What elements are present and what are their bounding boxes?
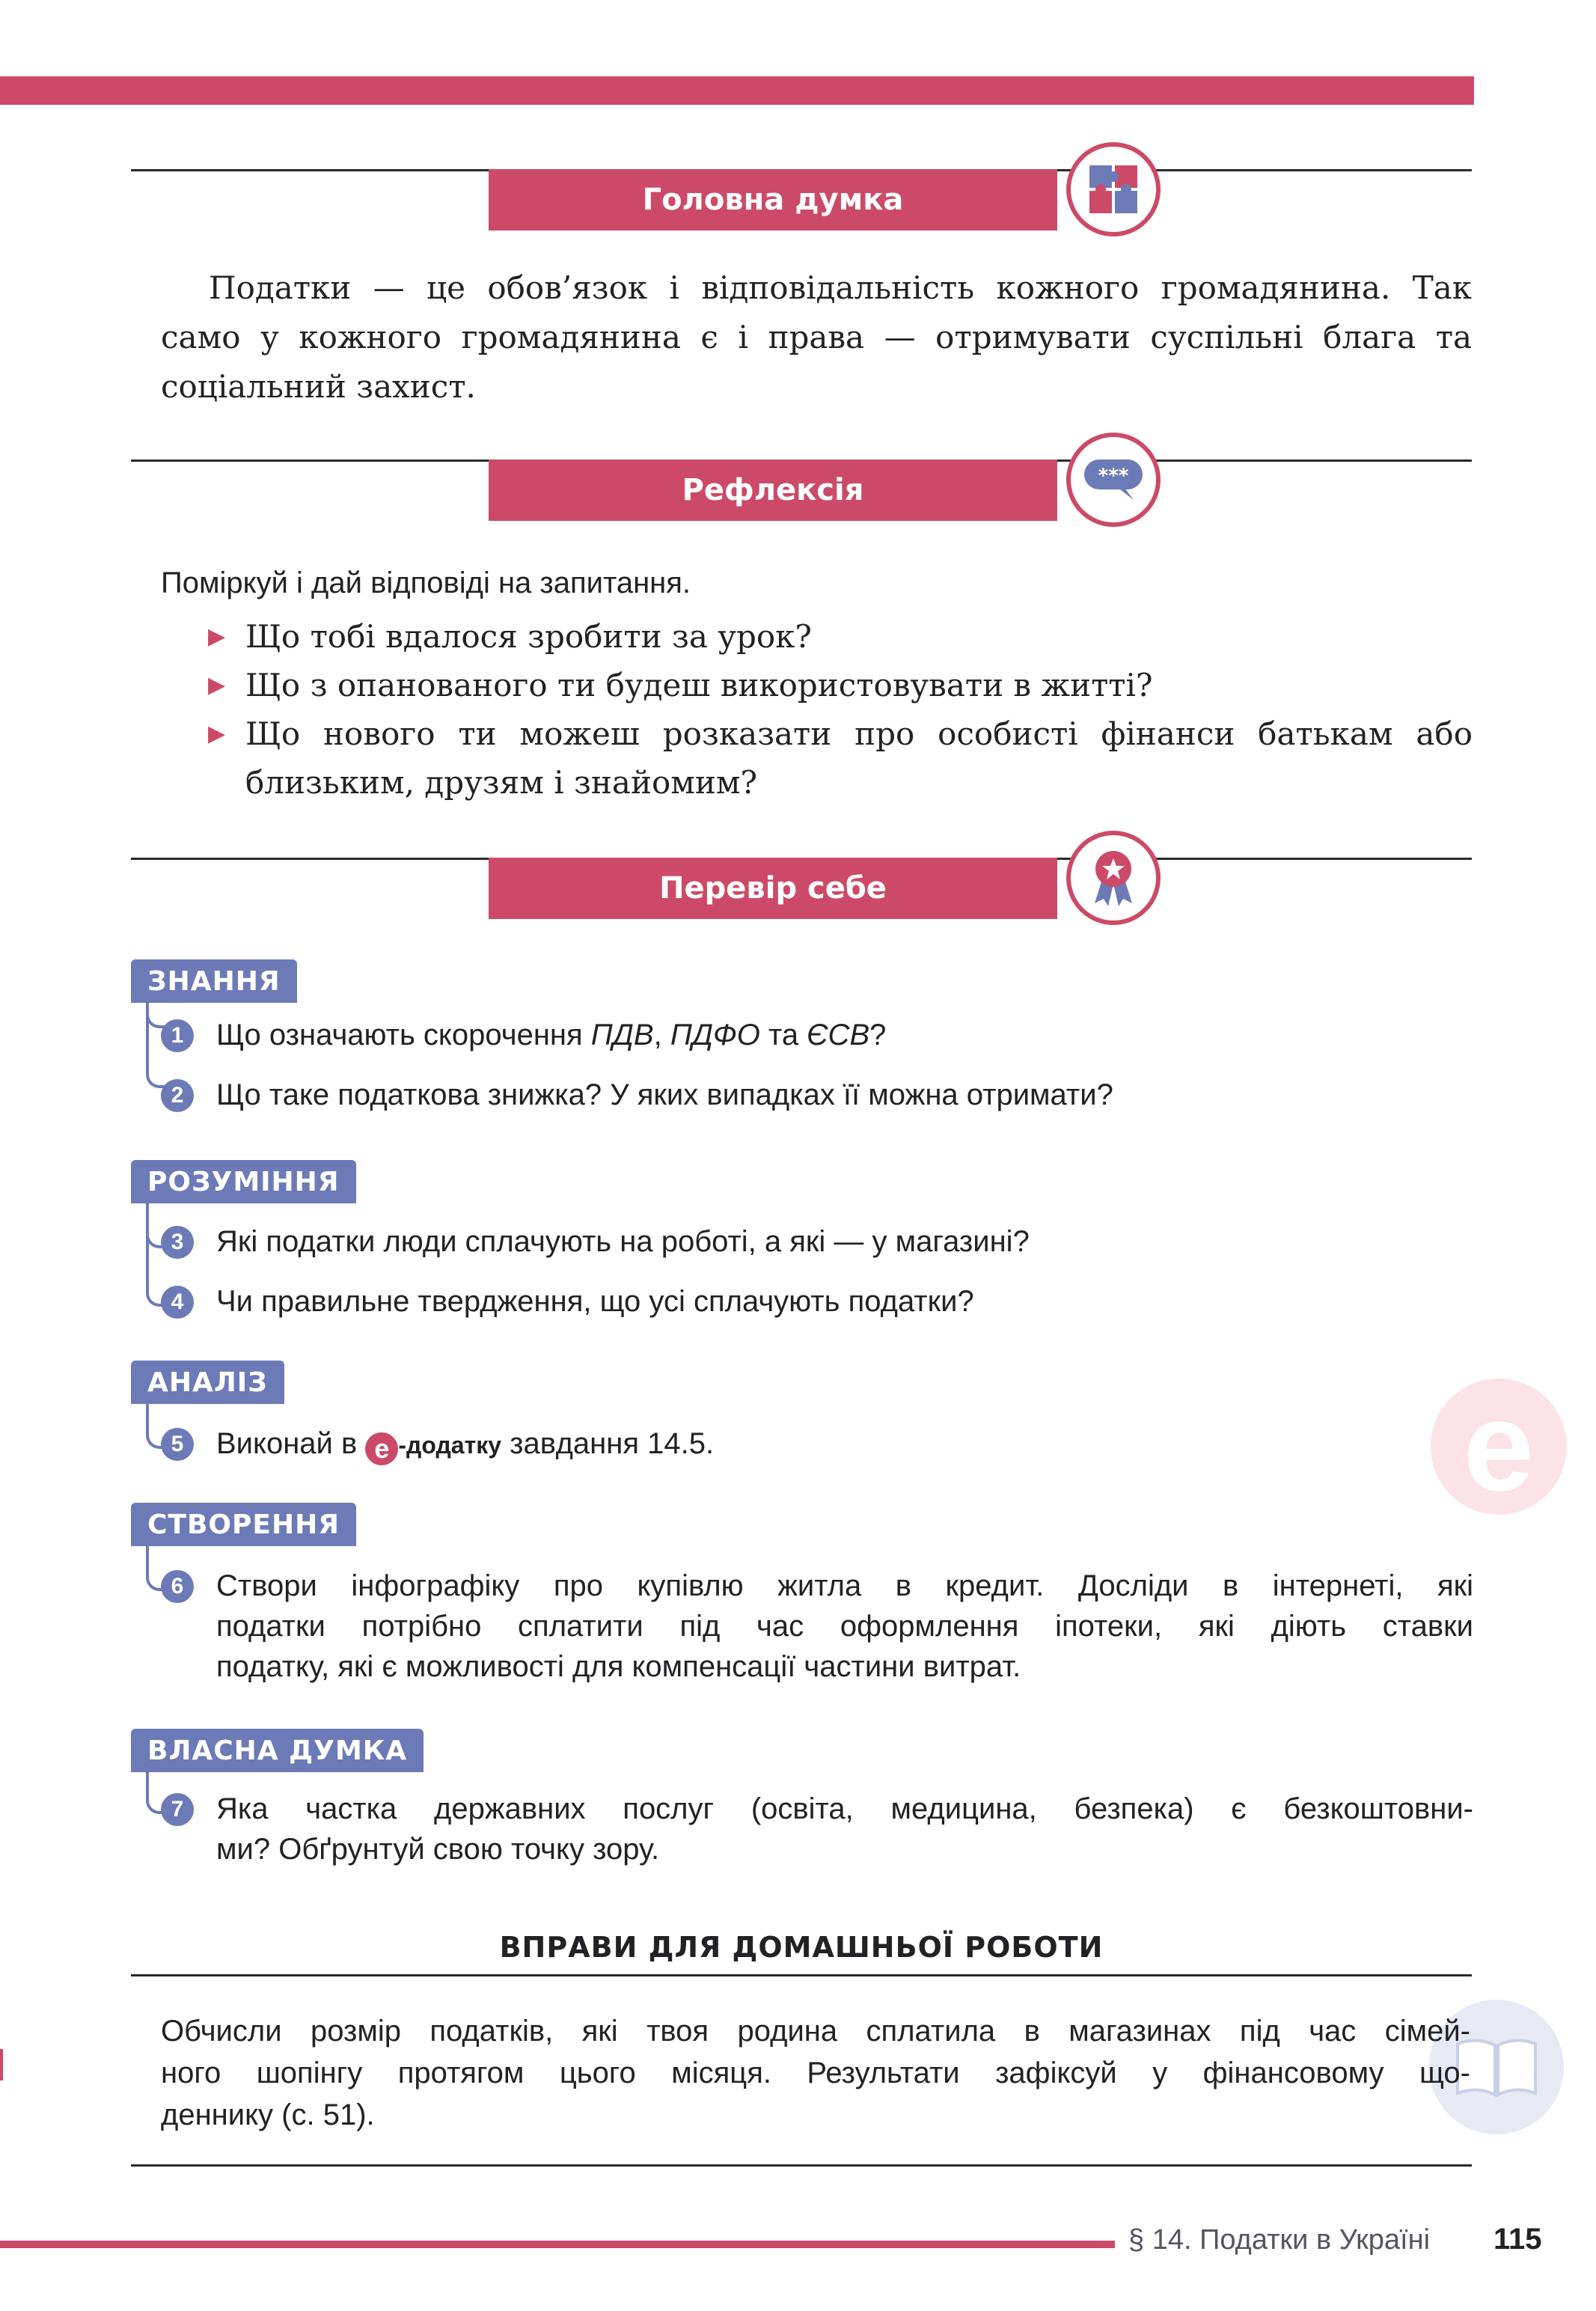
list-item: ▶ Що нового ти можеш розказати про особисті фінанси батькам або близьким, друзям і знайомим? (208, 709, 1473, 807)
question-number: 7 (161, 1793, 194, 1826)
homework-title: ВПРАВИ ДЛЯ ДОМАШНЬОЇ РОБОТИ (499, 1931, 1104, 1964)
question-number: 1 (161, 1019, 194, 1052)
question-number: 3 (161, 1226, 194, 1259)
top-accent-bar (0, 76, 1474, 105)
svg-text:***: *** (1098, 465, 1129, 487)
question-4: 4 Чи правильне твердження, що усі сплачують податки? (161, 1281, 1473, 1322)
question-6: 6 Створи інфографіку про купівлю житла в кредит. Досліди в інтернеті, які податки потрібно сплатити під час оформлення іпотеки, які діють ставки податку, які є можливості для компенсації частини витрат. (161, 1566, 1473, 1687)
homework-text: Обчисли розмір податків, які твоя родина сплатила в магазинах під час сімей- ного шопінгу протягом цього місяця. Результати зафіксуй у фінансовому що- деннику (с. 51). (161, 2015, 1470, 2131)
question-3: 3 Які податки люди сплачують на роботі, а які — у магазині? (161, 1221, 1473, 1262)
speech-bubble-icon (1066, 433, 1161, 527)
footer-section-title: § 14. Податки в Україні (1128, 2224, 1431, 2256)
reflection-questions (208, 612, 1473, 807)
award-ribbon-icon (1066, 831, 1161, 925)
puzzle-icon (1066, 142, 1161, 236)
bullet-arrow-icon: ▶ (208, 672, 226, 698)
margin-mark (0, 2049, 3, 2080)
self-check-header (131, 838, 1472, 928)
question-1: 1 Що означають скорочення ПДВ, ПДФО та ЄСВ? (161, 1015, 1473, 1055)
page-number: 115 (1493, 2223, 1542, 2256)
self-check-title: Перевір себе (489, 858, 1057, 919)
bullet-arrow-icon: ▶ (208, 721, 226, 747)
level-tab-creation: СТВОРЕННЯ (131, 1503, 356, 1546)
question-number: 6 (161, 1570, 194, 1603)
divider (131, 2164, 1472, 2167)
reflection-intro: Поміркуй і дай відповіді на запитання. (161, 567, 691, 599)
main-idea-header (131, 150, 1472, 239)
question-number: 5 (161, 1428, 194, 1461)
question-2: 2 Що таке податкова знижка? У яких випадках її можна отримати? (161, 1075, 1473, 1115)
list-item: ▶ Що тобі вдалося зробити за урок? (208, 612, 1473, 661)
question-5: 5 Виконай в е -додатку завдання 14.5. (161, 1423, 1473, 1465)
divider (131, 1974, 1472, 1976)
bullet-arrow-icon: ▶ (208, 623, 226, 650)
question-number: 4 (161, 1286, 194, 1319)
level-tab-knowledge: ЗНАННЯ (131, 959, 297, 1003)
level-tab-understanding: РОЗУМІННЯ (131, 1160, 356, 1203)
list-item: ▶ Що з опанованого ти будеш використовувати в житті? (208, 661, 1473, 709)
reflection-header (131, 440, 1472, 530)
e-watermark-icon: е (1431, 1379, 1567, 1515)
level-tab-own-opinion: ВЛАСНА ДУМКА (131, 1729, 424, 1772)
question-number: 2 (161, 1079, 194, 1112)
level-tab-analysis: АНАЛІЗ (131, 1361, 284, 1404)
question-7: 7 Яка частка державних послуг (освіта, медицина, безпека) є безкоштовни- ми? Обґрунтуй свою точку зору. (161, 1789, 1473, 1869)
reflection-title: Рефлексія (489, 460, 1057, 521)
main-idea-text: Податки — це обов’язок і відповідальність кожного громадянина. Так само у кожного громадянина є і права — отримувати суспільні блага та соціальний захист. (161, 269, 1472, 405)
e-addon-icon: е (365, 1432, 398, 1465)
main-idea-title: Головна думка (489, 169, 1057, 231)
bottom-accent-bar (0, 2241, 1115, 2248)
